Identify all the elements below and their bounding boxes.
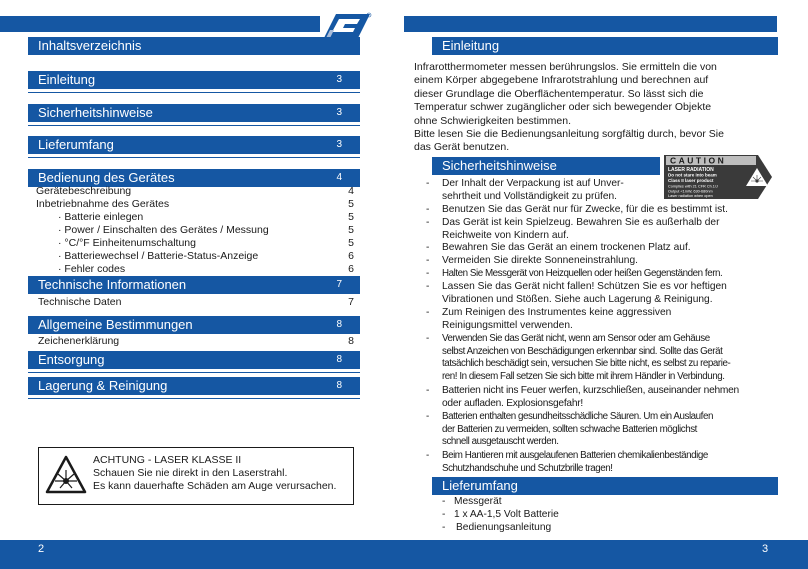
bullet-dash: - — [426, 204, 430, 215]
toc-item-fehler-codes[interactable] — [58, 263, 354, 276]
bullet-line: Batterien nicht ins Feuer werfen, kurzschließen, auseinander nehmen — [442, 385, 739, 396]
section-bar-sicherheitshinweise — [432, 157, 660, 175]
toc-section-technische-informationen[interactable] — [28, 276, 360, 294]
toc-section-sicherheitshinweise[interactable] — [28, 104, 360, 122]
toc-section-title: Allgemeine Bestimmungen — [38, 317, 193, 332]
bullet-line: schnell ausgetauscht werden. — [442, 436, 559, 447]
caution-line: Do not stare into beam — [668, 172, 717, 178]
bullet-line: Batterien enthalten gesundheitsschädliche Säuren. Um ein Auslaufen — [442, 411, 713, 422]
toc-item-page: 4 — [348, 185, 354, 197]
laser-warning-line: Es kann dauerhafte Schäden am Auge verursachen. — [93, 480, 337, 492]
laser-warning-icon — [45, 454, 87, 496]
toc-item-page: 6 — [348, 250, 354, 262]
toc-item-technische-daten[interactable] — [38, 296, 354, 309]
toc-section-title: Technische Informationen — [38, 277, 187, 292]
toc-section-page: 8 — [336, 380, 342, 391]
bullet-line: oder aufladen. Explosionsgefahr! — [442, 397, 583, 409]
bullet-dash: - — [426, 178, 430, 189]
bullet-line: Verwenden Sie das Gerät nicht, wenn am Sensor oder am Gehäuse — [442, 333, 710, 344]
bullet-dash: - — [426, 385, 430, 396]
delivery-item — [442, 509, 559, 522]
bullet-dash: - — [426, 281, 430, 292]
toc-item-title: · °C/°F Einheitenumschaltung — [58, 237, 196, 249]
toc-section-title: Sicherheitshinweise — [38, 105, 153, 120]
toc-item-page: 5 — [348, 198, 354, 210]
safety-bullet — [426, 255, 638, 268]
toc-section-page: 4 — [336, 172, 342, 183]
caution-word: CAUTION — [670, 155, 727, 166]
toc-item-title: Gerätebeschreibung — [36, 185, 132, 197]
bullet-line: Beim Hantieren mit ausgelaufenen Batterien chemikalienbeständige — [442, 450, 708, 461]
toc-section-einleitung[interactable] — [28, 71, 360, 89]
delivery-item — [442, 496, 502, 509]
toc-item-geraetebeschreibung[interactable] — [36, 185, 354, 198]
toc-title: Inhaltsverzeichnis — [38, 38, 142, 53]
toc-section-title: Lieferumfang — [38, 137, 114, 152]
bottom-accent-bar — [0, 540, 808, 569]
toc-item-title: Inbetriebnahme des Gerätes — [36, 198, 170, 210]
toc-item-title: · Fehler codes — [58, 263, 126, 275]
bullet-dash: - — [426, 268, 429, 279]
caution-line: Laser radiation when open — [668, 194, 713, 198]
bullet-dash: - — [426, 242, 430, 253]
safety-bullet — [426, 204, 728, 217]
bullet-line: Reinigungsmittel verwenden. — [442, 319, 573, 331]
top-accent-bar-left — [0, 16, 320, 32]
bullet-line: Benutzen Sie das Gerät nur für Zwecke, für die es bestimmt ist. — [442, 204, 728, 215]
bullet-line: Zum Reinigen des Instrumentes keine aggressiven — [442, 307, 672, 318]
safety-bullet — [426, 281, 727, 306]
toc-section-page: 8 — [336, 354, 342, 365]
toc-section-title: Lagerung & Reinigung — [38, 378, 168, 393]
bullet-line: der Batterien zu vermeiden, sollten schwache Batterien möglichst — [442, 423, 697, 435]
toc-item-page: 5 — [348, 211, 354, 223]
bullet-dash: - — [442, 522, 446, 533]
toc-item-inbetriebnahme[interactable] — [36, 198, 354, 211]
caution-label-icon — [662, 153, 774, 201]
section-title: Sicherheitshinweise — [442, 158, 557, 173]
brand-logo-icon — [316, 12, 372, 40]
bullet-line: ren! In diesem Fall setzen Sie sich bitte mit ihrem Händler in Verbindung. — [442, 370, 725, 382]
text-line: einem Körper abgegebene Infrarotstrahlung und berechnen auf — [414, 74, 709, 87]
toc-section-lagerung[interactable] — [28, 377, 360, 395]
divider — [28, 125, 360, 126]
toc-item-page: 6 — [348, 263, 354, 275]
bullet-dash: - — [426, 307, 430, 318]
bullet-line: Bewahren Sie das Gerät an einem trockenen Platz auf. — [442, 242, 691, 253]
toc-section-lieferumfang[interactable] — [28, 136, 360, 154]
toc-item-title: · Batteriewechsel / Batterie-Status-Anzeige — [58, 250, 259, 262]
divider — [28, 372, 360, 373]
laser-warning-text — [93, 454, 336, 493]
toc-item-title: Technische Daten — [38, 296, 122, 308]
text-line: dieser Grundlage die Oberflächentemperatur. So lässt sich die — [414, 87, 704, 100]
text-line: Infrarotthermometer messen berührungslos. Sie ermitteln die von — [414, 61, 717, 73]
toc-item-page: 5 — [348, 237, 354, 249]
toc-section-title: Einleitung — [38, 72, 96, 87]
bullet-line: Reichweite von Kindern auf. — [442, 229, 569, 241]
toc-section-title: Entsorgung — [38, 352, 105, 367]
bullet-line: 1 x AA-1,5 Volt Batterie — [454, 509, 559, 520]
bullet-line: Schutzhandschuhe und Schutzbrille tragen! — [442, 462, 613, 474]
safety-bullet — [426, 450, 708, 475]
text-line: Bitte lesen Sie die Bedienungsanleitung sorgfältig durch, bevor Sie — [414, 128, 724, 141]
toc-section-page: 3 — [336, 74, 342, 85]
safety-bullet — [426, 333, 731, 383]
divider — [28, 157, 360, 158]
toc-item-page: 7 — [348, 296, 354, 308]
caution-line: Output <1mW, 630-680nm — [668, 189, 713, 194]
safety-bullet — [426, 268, 723, 281]
caution-line: LASER RADIATION — [668, 167, 714, 173]
top-accent-bar-right — [404, 16, 777, 32]
text-line: das Gerät benutzen. — [414, 141, 510, 154]
laser-warning-line: Schauen Sie nie direkt in den Laserstrahl. — [93, 467, 288, 479]
toc-item-page: 5 — [348, 224, 354, 236]
bullet-line: Lassen Sie das Gerät nicht fallen! Schützen Sie es vor heftigen — [442, 281, 727, 292]
bullet-line: tatsächlich beschädigt sein, versuchen Sie bitte nicht, es selbst zu reparie- — [442, 358, 731, 369]
toc-section-page: 7 — [336, 279, 342, 290]
bullet-line: Vibrationen und Stößen. Siehe auch Lagerung & Reinigung. — [442, 293, 713, 305]
safety-bullet — [426, 411, 713, 449]
bullet-line: Der Inhalt der Verpackung ist auf Unver- — [442, 178, 624, 189]
text-line: Temperatur schwer zugänglicher oder sich bewegender Objekte — [414, 101, 712, 114]
bullet-dash: - — [426, 333, 429, 344]
delivery-item — [442, 522, 552, 535]
safety-bullet — [426, 217, 720, 242]
safety-bullet — [426, 242, 691, 255]
einleitung-text — [414, 61, 774, 155]
bullet-line: Halten Sie Messgerät von Heizquellen oder heißen Gegenständen fern. — [442, 268, 723, 279]
toc-section-page: 3 — [336, 107, 342, 118]
page-number-right: 3 — [762, 543, 769, 555]
text-line: ohne Schwierigkeiten bestimmen. — [414, 114, 571, 127]
bullet-dash: - — [426, 411, 429, 422]
bullet-line: Messgerät — [454, 496, 502, 507]
toc-title-bar — [28, 37, 360, 55]
bullet-dash: - — [426, 450, 429, 461]
bullet-dash: - — [426, 217, 430, 228]
page-number-left: 2 — [38, 543, 45, 555]
toc-section-entsorgung[interactable] — [28, 351, 360, 369]
toc-item-title: Zeichenerklärung — [38, 335, 120, 347]
toc-item-einheitenumschaltung[interactable] — [58, 237, 354, 250]
bullet-dash: - — [426, 255, 430, 266]
toc-item-zeichenerklaerung[interactable] — [38, 335, 354, 348]
toc-section-page: 3 — [336, 139, 342, 150]
section-bar-einleitung — [432, 37, 778, 55]
safety-bullet — [426, 178, 624, 203]
toc-item-title: · Power / Einschalten des Gerätes / Messung — [58, 224, 269, 236]
laser-warning-line: ACHTUNG - LASER KLASSE II — [93, 454, 242, 466]
bullet-line: Das Gerät ist kein Spielzeug. Bewahren Sie es außerhalb der — [442, 217, 720, 228]
divider — [28, 398, 360, 399]
laser-warning-box — [38, 447, 354, 505]
toc-section-page: 8 — [336, 319, 342, 330]
toc-section-title: Bedienung des Gerätes — [38, 170, 175, 185]
toc-item-title: · Batterie einlegen — [58, 211, 144, 223]
toc-item-batterie-einlegen[interactable] — [58, 211, 354, 224]
bullet-line: Vermeiden Sie direkte Sonneneinstrahlung. — [442, 255, 638, 266]
section-title: Einleitung — [442, 38, 500, 53]
section-title: Lieferumfang — [442, 478, 518, 493]
bullet-dash: - — [442, 496, 446, 507]
safety-bullet — [426, 385, 739, 410]
toc-item-power[interactable] — [58, 224, 354, 237]
safety-bullet — [426, 307, 672, 332]
toc-item-page: 8 — [348, 335, 354, 347]
bullet-line: sehrtheit und Vollständigkeit zu prüfen. — [442, 190, 617, 202]
bullet-line: Bedienungsanleitung — [456, 522, 552, 533]
caution-line: Class II laser product — [668, 178, 714, 183]
bullet-dash: - — [442, 509, 446, 520]
bullet-line: selbst Anzeichen von Beschädigungen erkennbar sind. Sollte das Gerät — [442, 345, 723, 357]
toc-item-batteriewechsel[interactable] — [58, 250, 354, 263]
divider — [28, 92, 360, 93]
toc-section-allgemeine-bestimmungen[interactable] — [28, 316, 360, 334]
caution-line: Complies with 21 CFR Ch.1/J — [668, 184, 718, 189]
section-bar-lieferumfang — [432, 477, 778, 495]
